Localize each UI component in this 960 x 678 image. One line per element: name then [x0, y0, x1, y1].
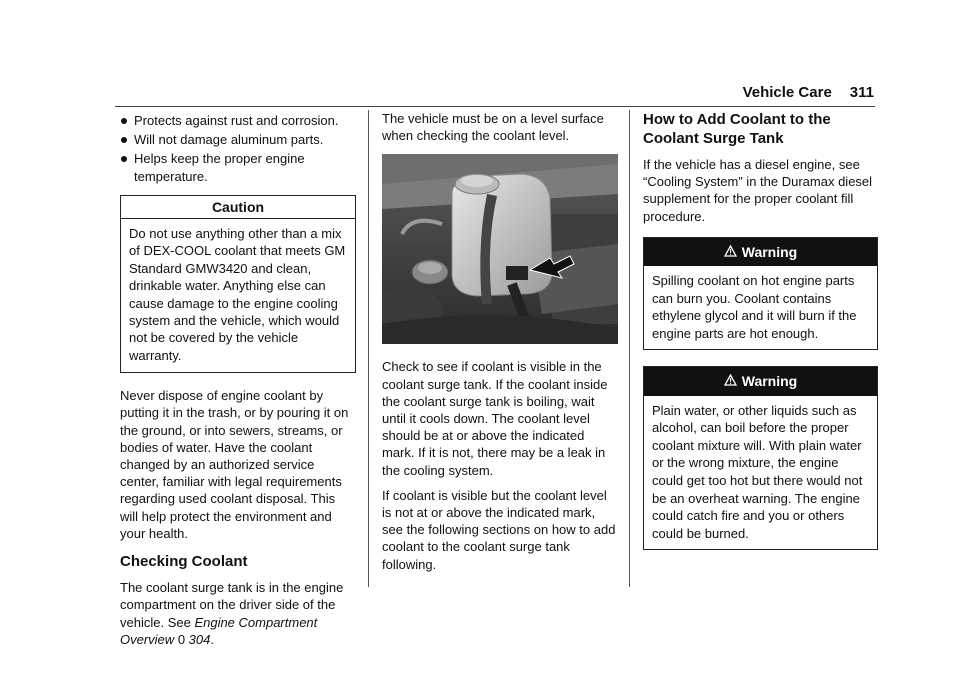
check-coolant-paragraph: Check to see if coolant is visible in the coolant surge tank. If the coolant inside the coolant surge tank is boiling, wait until it cools down. The coolant level should be at or above the indicated mark. If it is not, there may be a leak in the cooling system.	[382, 359, 608, 478]
column-3	[643, 110, 878, 566]
page-ref-icon: 0	[177, 631, 186, 647]
page-ref[interactable]: 304	[188, 631, 211, 647]
disposal-paragraph: Never dispose of engine coolant by putting it in the trash, or by pouring it on the ground, or into sewers, streams, or bodies of water. Have the coolant changed by an authorized service center, familiar with legal requirements regarding used coolant disposal. This will help protect the environment and your health.	[120, 388, 349, 541]
warning-body: Plain water, or other liquids such as alcohol, can boil before the proper coolant mixture will. With plain water or the wrong mixture, the engine could get too hot but there would not be an overheat warning. The engine could catch fire and you or others could be burned.	[652, 402, 863, 541]
caution-title: Caution	[121, 196, 355, 219]
add-coolant-heading: How to Add Coolant to the Coolant Surge Tank	[643, 111, 831, 147]
column-divider-2	[629, 110, 630, 587]
column-1	[120, 110, 356, 656]
warning-box	[643, 366, 878, 550]
level-surface-paragraph: The vehicle must be on a level surface when checking the coolant level.	[382, 111, 604, 144]
list-item: Protects against rust and corrosion.	[120, 112, 356, 129]
engine-compartment-link[interactable]: Engine Compartment Overview	[120, 614, 318, 647]
warning-body: Spilling coolant on hot engine parts can burn you. Coolant contains ethylene glycol and it will burn if the engine parts are hot enough.	[652, 273, 857, 341]
section-title: Vehicle Care	[742, 84, 832, 101]
caution-box	[120, 195, 356, 373]
diesel-paragraph: If the vehicle has a diesel engine, see “Cooling System” in the Duramax diesel supplement for the proper coolant fill procedure.	[643, 157, 873, 224]
column-2	[382, 110, 618, 581]
header-rule	[115, 106, 875, 107]
coolant-surge-tank-photo	[382, 154, 618, 344]
warning-box	[643, 237, 878, 351]
warning-triangle-icon	[724, 244, 737, 261]
list-item: Will not damage aluminum parts.	[120, 131, 356, 148]
bullet-icon	[121, 156, 127, 162]
surge-tank-location-paragraph: The coolant surge tank is in the engine compartment on the driver side of the vehicle. See Engine Compartment Overview 0 304.	[120, 580, 344, 647]
caution-body: Do not use anything other than a mix of DEX-COOL coolant that meets GM Standard GMW3420 and clean, drinkable water. Anything else can cause damage to the engine cooling system and the vehicle, which would not be covered by the vehicle warranty.	[129, 226, 346, 363]
list-item: Helps keep the proper engine temperature.	[120, 150, 356, 184]
warning-triangle-icon	[724, 373, 737, 390]
column-divider-1	[368, 110, 369, 587]
bullet-icon	[121, 118, 127, 124]
warning-header: Warning	[644, 238, 877, 266]
page-number: 311	[849, 84, 874, 101]
coolant-visible-paragraph: If coolant is visible but the coolant level is not at or above the indicated mark, see the following sections on how to add coolant to the coolant surge tank following.	[382, 487, 616, 572]
bullet-icon	[121, 137, 127, 143]
bullet-list	[120, 112, 356, 185]
warning-header: Warning	[644, 367, 877, 395]
page-header	[743, 84, 874, 101]
checking-coolant-heading: Checking Coolant	[120, 553, 248, 571]
